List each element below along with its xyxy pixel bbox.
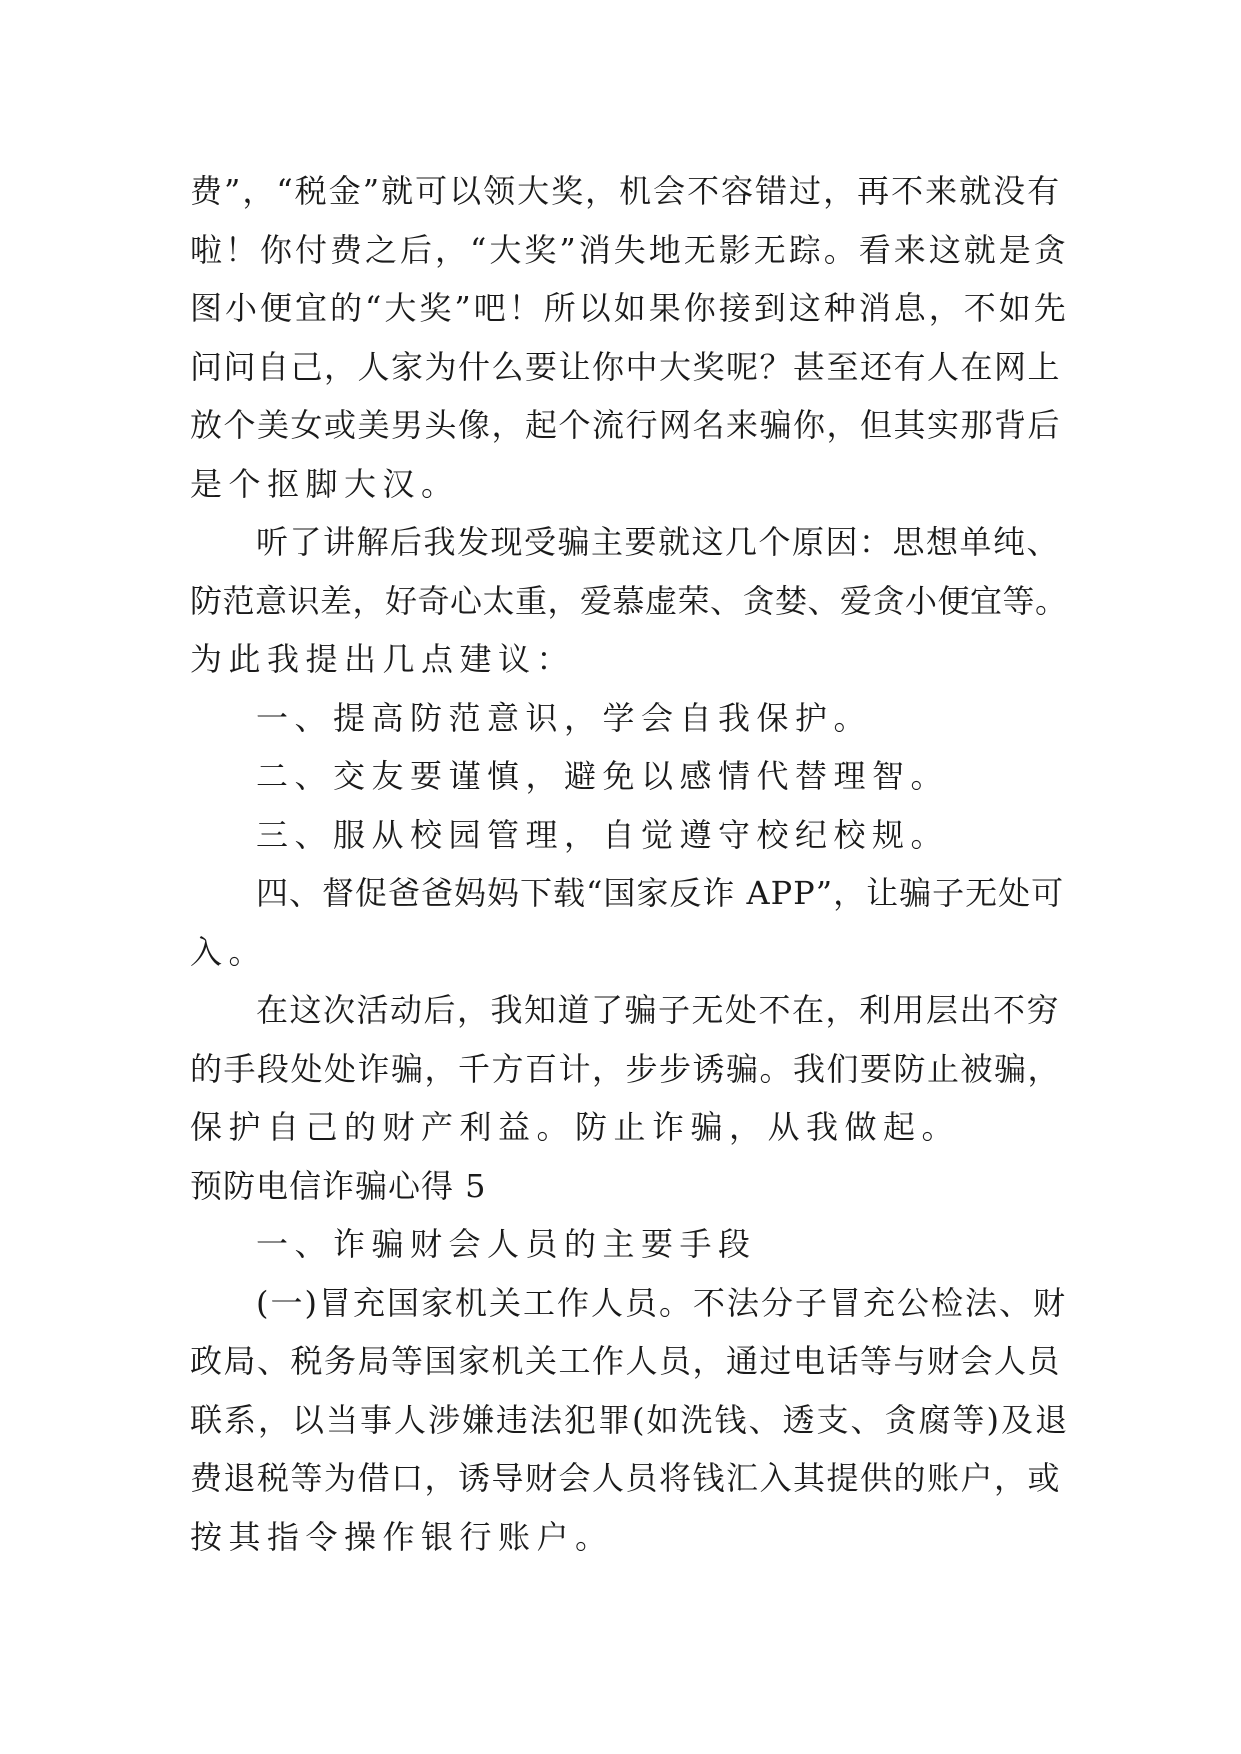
text-line-5: 放个美女或美男头像，起个流行网名来骗你，但其实那背后: [190, 406, 1062, 444]
subsection-heading: 一、诈骗财会人员的主要手段: [256, 1225, 757, 1263]
text-line-9: 为此我提出几点建议：: [190, 640, 576, 678]
text-line-8: 防范意识差，好奇心太重，爱慕虚荣、贪婪、爱贪小便宜等。: [190, 581, 1068, 620]
text-line-24: 按其指令操作银行账户。: [190, 1517, 614, 1556]
suggestion-4: 四、督促爸爸妈妈下载“国家反诈 APP”，让骗子无处可: [256, 874, 1065, 912]
document-body: [190, 162, 1070, 1566]
text-line-7: 听了讲解后我发现受骗主要就这几个原因：思想单纯、: [256, 523, 1061, 561]
suggestion-4-continued: 入。: [190, 932, 268, 971]
text-line-22: 联系，以当事人涉嫌违法犯罪(如洗钱、透支、贪腐等)及退: [190, 1400, 1069, 1439]
text-line-21: 政局、税务局等国家机关工作人员，通过电话等与财会人员: [190, 1342, 1062, 1380]
suggestion-2: 二、交友要谨慎，避免以感情代替理智。: [256, 757, 950, 795]
text-line-1: 费”，“税金”就可以领大奖，机会不容错过，再不来就没有: [190, 172, 1062, 210]
text-line-16: 的手段处处诈骗，千方百计，步步诱骗。我们要防止被骗，: [190, 1049, 1062, 1088]
text-line-23: 费退税等为借口，诱导财会人员将钱汇入其提供的账户，或: [190, 1459, 1062, 1497]
text-line-17: 保护自己的财产利益。防止诈骗，从我做起。: [190, 1108, 961, 1146]
text-line-4: 问问自己，人家为什么要让你中大奖呢？甚至还有人在网上: [190, 347, 1062, 386]
section-heading: 预防电信诈骗心得 5: [190, 1166, 487, 1205]
text-line-20: (一)冒充国家机关工作人员。不法分子冒充公检法、财: [256, 1283, 1067, 1322]
text-line-15: 在这次活动后，我知道了骗子无处不在，利用层出不穷: [256, 991, 1061, 1029]
text-line-6: 是个抠脚大汉。: [190, 464, 460, 503]
text-line-2: 啦！你付费之后，“大奖”消失地无影无踪。看来这就是贪: [190, 230, 1069, 269]
suggestion-3: 三、服从校园管理，自觉遵守校纪校规。: [256, 815, 950, 854]
suggestion-1: 一、提高防范意识，学会自我保护。: [256, 698, 873, 737]
text-line-3: 图小便宜的“大奖”吧！所以如果你接到这种消息，不如先: [190, 289, 1069, 327]
